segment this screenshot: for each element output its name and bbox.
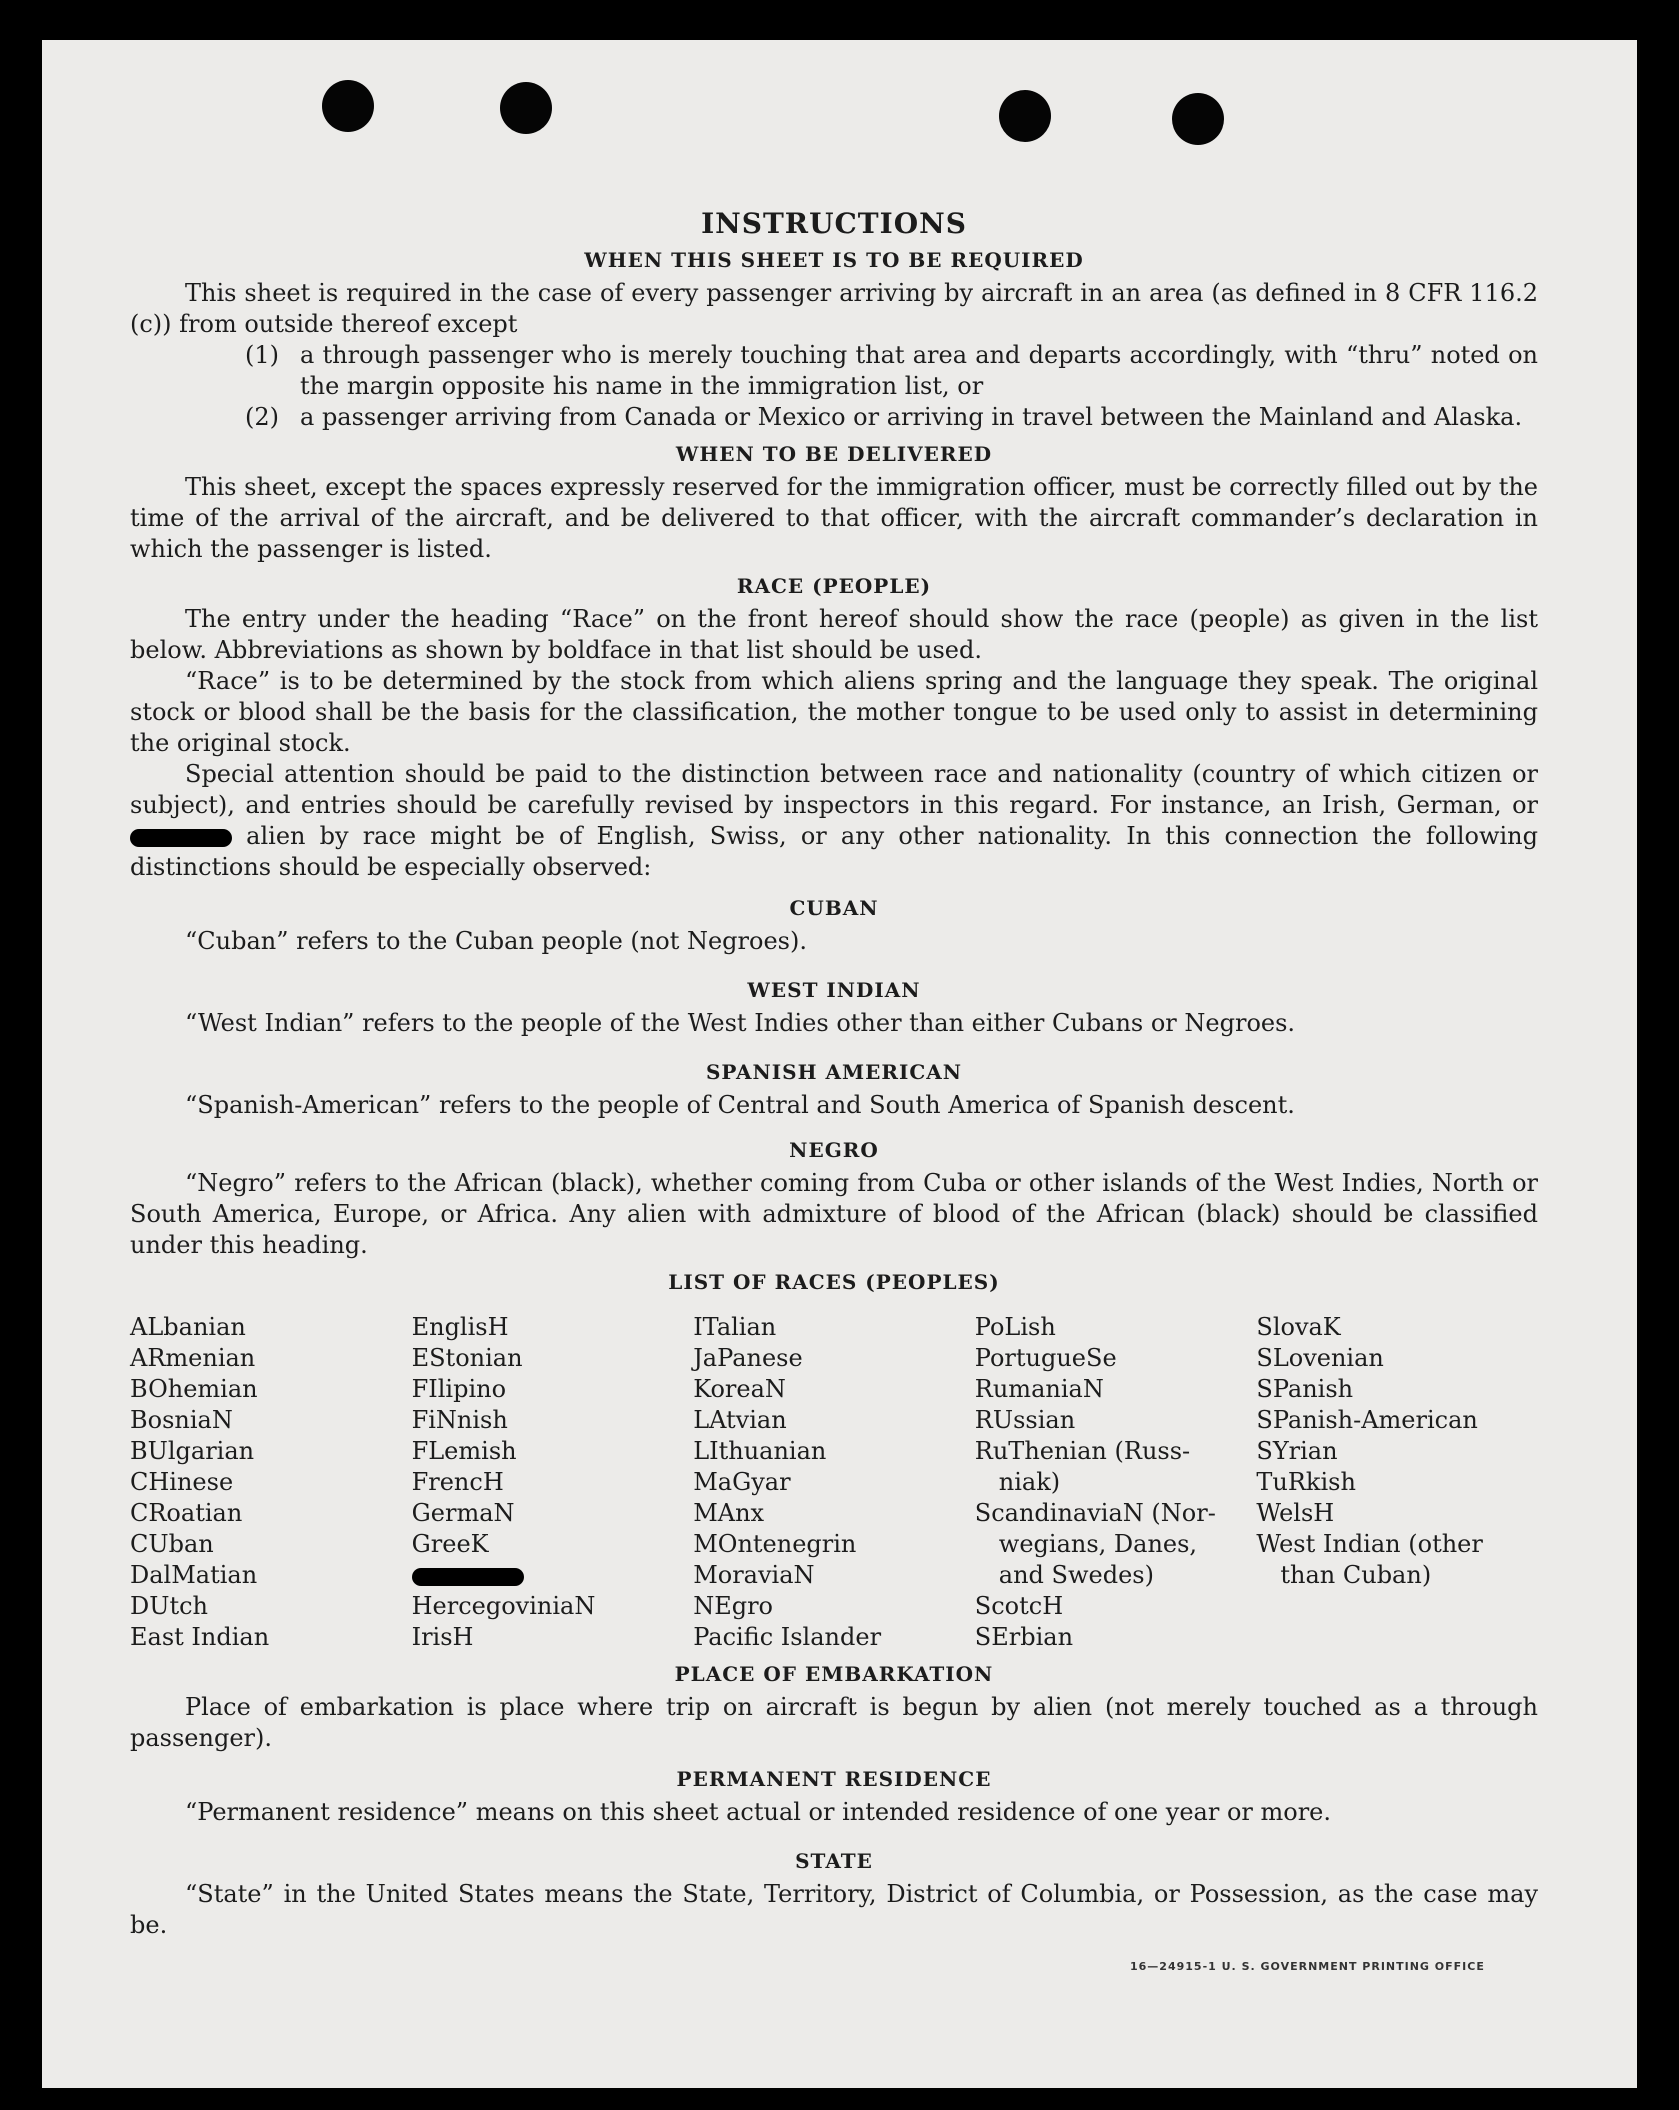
list-item (130, 340, 1538, 402)
race-entry: HercegoviniaN (411, 1592, 596, 1620)
punch-hole (322, 80, 374, 132)
section-heading: WHEN THIS SHEET IS TO BE REQUIRED (584, 248, 1084, 272)
race-entry: FiNnish (411, 1406, 508, 1434)
race-entry: ITalian (693, 1313, 777, 1341)
punch-hole (999, 90, 1051, 142)
paragraph: This sheet, except the spaces expressly reserved for the immigration officer, must be correctly filled out by the time of the arrival of the aircraft, and be delivered to that officer, with the aircraft commander’s declaration in which the passenger is listed. (130, 473, 1538, 563)
race-entry: East Indian (130, 1623, 270, 1651)
race-entry: FLemish (411, 1437, 517, 1465)
race-column (975, 1312, 1257, 1653)
document-sheet (42, 40, 1637, 2088)
race-entry: GreeK (411, 1530, 489, 1558)
paragraph-text: Special attention should be paid to the distinction between race and nationality (country of which citizen or subject), and entries should be carefully revised by inspectors in this regard. For instance, an Irish, German, or (130, 760, 1538, 819)
section-heading: LIST OF RACES (PEOPLES) (668, 1270, 1000, 1294)
page-title: INSTRUCTIONS (701, 207, 967, 240)
instructions-content (130, 208, 1538, 1941)
race-entry: RumaniaN (974, 1375, 1104, 1403)
race-entry: PortugueSe (974, 1344, 1117, 1372)
race-column (693, 1312, 975, 1653)
redaction-mark (412, 1568, 524, 1586)
printer-imprint: 16—24915-1 U. S. GOVERNMENT PRINTING OFFICE (1130, 1960, 1485, 1973)
item-text: a through passenger who is merely touching that area and departs accordingly, with “thru” noted on the margin opposite his name in the immigration list, or (300, 341, 1538, 400)
race-entry: wegians, Danes, (998, 1530, 1198, 1558)
race-entry: PoLish (974, 1313, 1056, 1341)
race-entry: IrisH (411, 1623, 474, 1651)
race-entry: DUtch (130, 1592, 209, 1620)
race-entry: MaGyar (693, 1468, 791, 1496)
race-entry: RUssian (974, 1406, 1076, 1434)
paragraph: “Permanent residence” means on this sheet actual or intended residence of one year or more. (185, 1798, 1331, 1826)
section-heading: STATE (795, 1849, 873, 1873)
race-entry: ScotcH (974, 1592, 1064, 1620)
race-entry: CHinese (130, 1468, 234, 1496)
race-entry: RuThenian (Russ- (974, 1437, 1191, 1465)
race-entry: FrencH (411, 1468, 504, 1496)
item-number: (2) (245, 403, 279, 431)
paragraph: The entry under the heading “Race” on the front hereof should show the race (people) as given in the list below. Abbreviations as shown by boldface in that list should be used. (130, 605, 1538, 664)
race-entry-redacted (412, 1560, 694, 1591)
section-heading: PLACE OF EMBARKATION (674, 1662, 994, 1686)
paragraph-text: alien by race might be of English, Swiss, or any other nationality. In this connection the following distinctions should be especially observed: (130, 822, 1538, 881)
paragraph: “Race” is to be determined by the stock from which aliens spring and the language they speak. The original stock or blood shall be the basis for the classification, the mother tongue to be used only to assist in determining the original stock. (130, 667, 1538, 757)
race-entry: DalMatian (130, 1561, 258, 1589)
race-column (1256, 1312, 1538, 1653)
race-list (130, 1312, 1538, 1653)
race-entry: ScandinaviaN (Nor- (974, 1499, 1216, 1527)
race-entry: WelsH (1256, 1499, 1335, 1527)
race-entry: FIlipino (411, 1375, 507, 1403)
race-entry: EnglisH (411, 1313, 509, 1341)
section-heading: WHEN TO BE DELIVERED (675, 442, 993, 466)
paragraph: “State” in the United States means the State, Territory, District of Columbia, or Possession, as the case may be. (130, 1880, 1538, 1939)
race-entry: MAnx (693, 1499, 765, 1527)
race-entry: SPanish (1256, 1375, 1354, 1403)
item-number: (1) (245, 341, 279, 369)
paragraph (130, 759, 1538, 883)
race-entry: than Cuban) (1280, 1561, 1432, 1589)
race-entry: BUlgarian (130, 1437, 255, 1465)
race-entry: MOntenegrin (693, 1530, 857, 1558)
race-column (130, 1312, 412, 1653)
race-entry: LAtvian (693, 1406, 787, 1434)
race-entry: TuRkish (1256, 1468, 1356, 1496)
section-heading: PERMANENT RESIDENCE (676, 1767, 992, 1791)
paragraph: “Cuban” refers to the Cuban people (not Negroes). (185, 927, 807, 955)
punch-hole (500, 82, 552, 134)
race-entry: CUban (130, 1530, 214, 1558)
paragraph: “Spanish-American” refers to the people of Central and South America of Spanish descent. (185, 1091, 1295, 1119)
section-heading: RACE (PEOPLE) (736, 574, 932, 598)
paragraph: “West Indian” refers to the people of the West Indies other than either Cubans or Negroes. (185, 1009, 1296, 1037)
race-entry: SlovaK (1256, 1313, 1341, 1341)
section-heading: SPANISH AMERICAN (705, 1060, 963, 1084)
race-entry: NEgro (693, 1592, 773, 1620)
race-entry: SErbian (974, 1623, 1074, 1651)
race-entry: GermaN (411, 1499, 515, 1527)
punch-hole (1172, 93, 1224, 145)
race-entry: CRoatian (130, 1499, 243, 1527)
race-entry: and Swedes) (998, 1561, 1154, 1589)
race-entry: SPanish-American (1256, 1406, 1478, 1434)
list-item (130, 402, 1538, 433)
section-heading: WEST INDIAN (747, 978, 921, 1002)
race-entry: JaPanese (693, 1344, 803, 1372)
section-heading: NEGRO (789, 1138, 879, 1162)
race-entry: SLovenian (1256, 1344, 1384, 1372)
race-entry: ALbanian (130, 1313, 246, 1341)
race-entry: BOhemian (130, 1375, 258, 1403)
paragraph: This sheet is required in the case of every passenger arriving by aircraft in an area (as defined in 8 CFR 116.2 (c)) from outside thereof except (130, 279, 1538, 338)
race-entry: ARmenian (130, 1344, 256, 1372)
paragraph: Place of embarkation is place where trip on aircraft is begun by alien (not merely touched as a through passenger). (130, 1693, 1538, 1752)
race-entry: EStonian (411, 1344, 523, 1372)
race-entry: West Indian (other (1256, 1530, 1483, 1558)
race-entry: BosniaN (130, 1406, 233, 1434)
race-entry: LIthuanian (693, 1437, 827, 1465)
race-entry: niak) (998, 1468, 1061, 1496)
race-entry: SYrian (1256, 1437, 1338, 1465)
redaction-mark (130, 829, 232, 847)
race-entry: KoreaN (693, 1375, 786, 1403)
race-entry: Pacific Islander (693, 1623, 882, 1651)
race-entry: MoraviaN (693, 1561, 815, 1589)
section-heading: CUBAN (789, 896, 879, 920)
paragraph: “Negro” refers to the African (black), whether coming from Cuba or other islands of the West Indies, North or South America, Europe, or Africa. Any alien with admixture of blood of the African (black) should be classified under this heading. (130, 1169, 1538, 1259)
race-column (412, 1312, 694, 1653)
item-text: a passenger arriving from Canada or Mexico or arriving in travel between the Mainland and Alaska. (300, 403, 1523, 431)
